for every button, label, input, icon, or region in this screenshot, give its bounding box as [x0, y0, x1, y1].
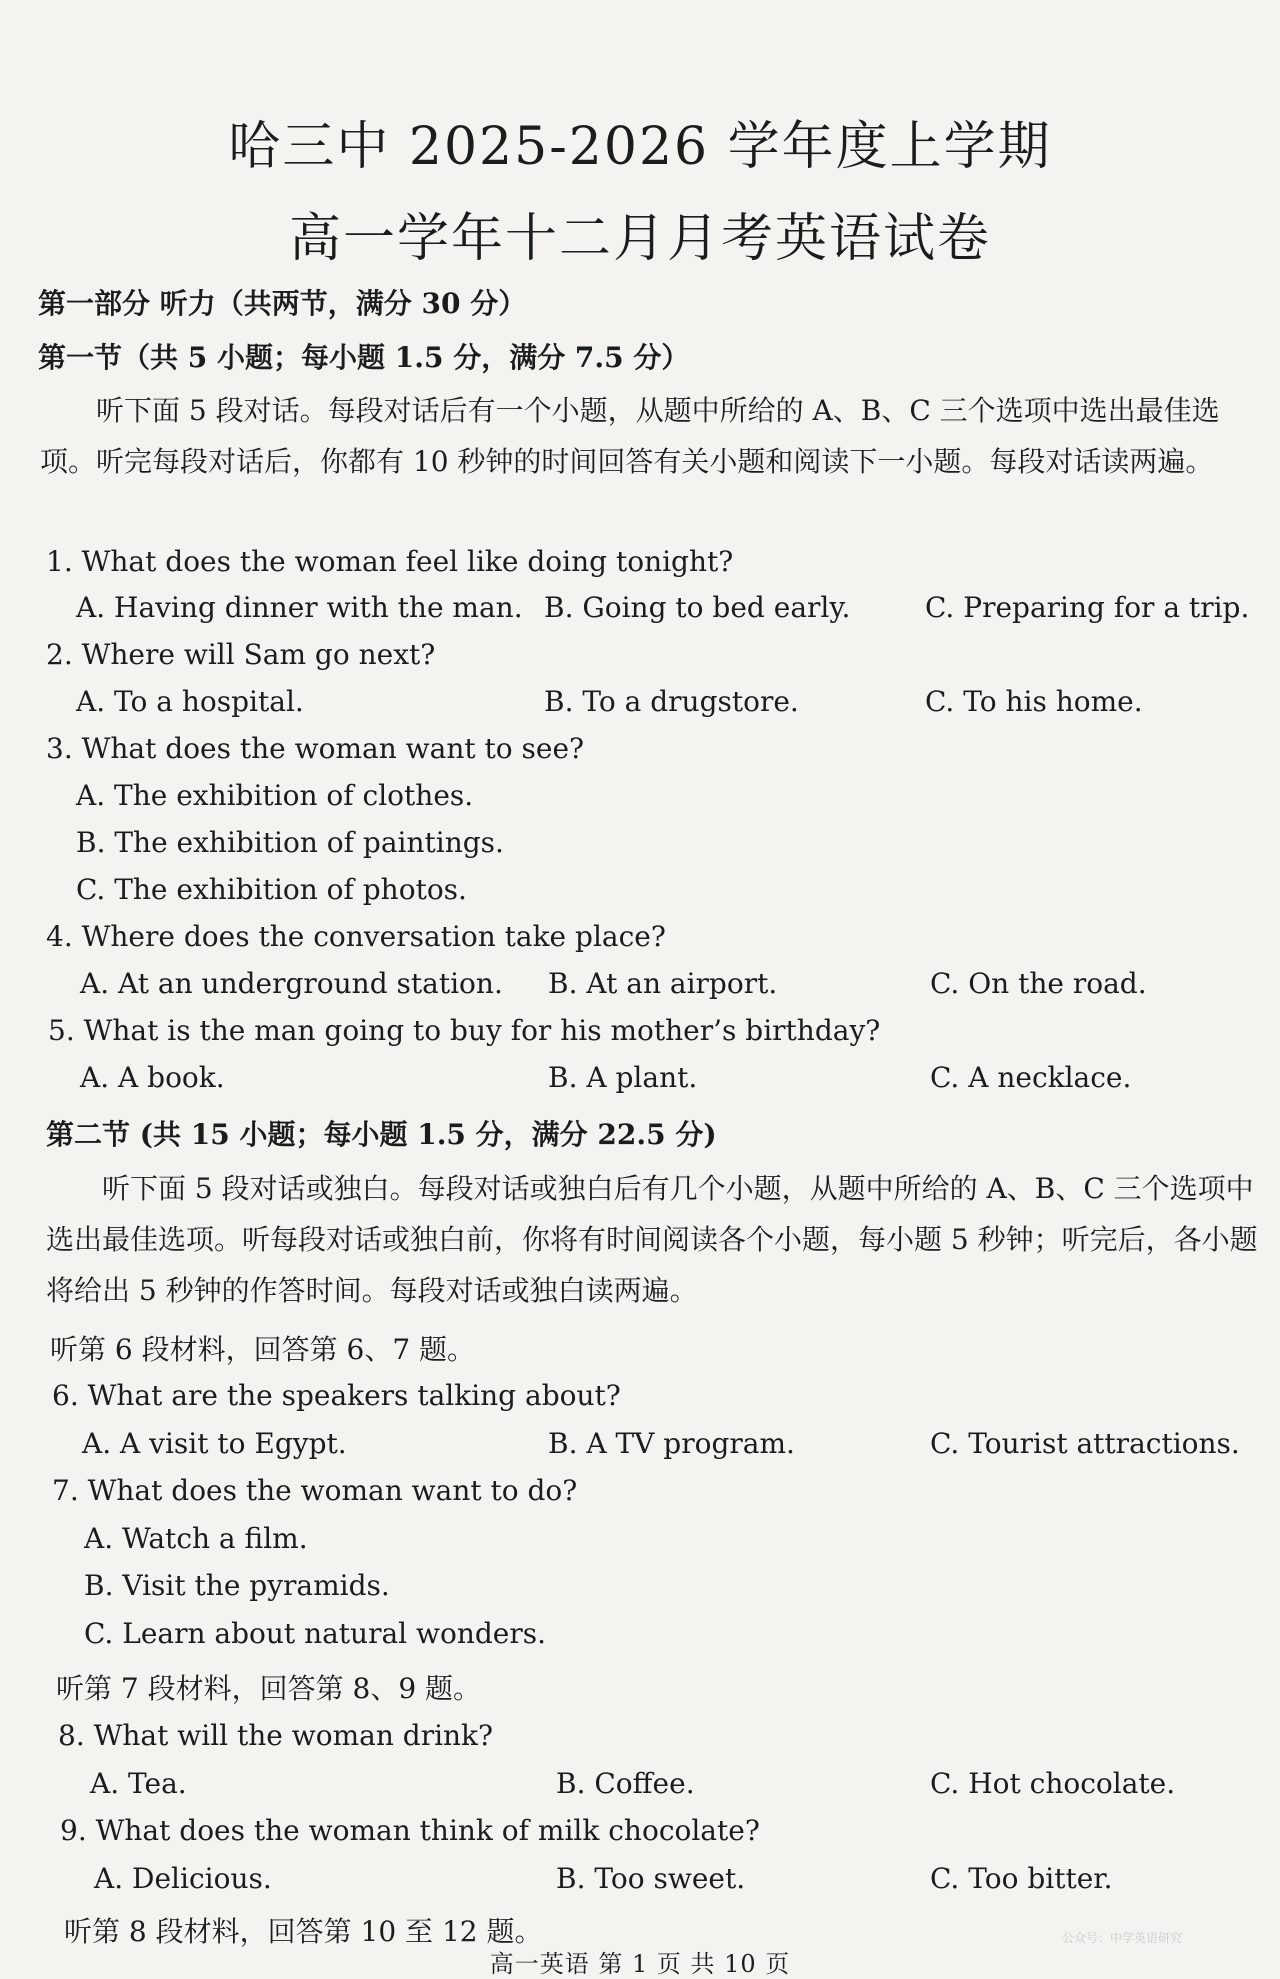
question-2-option-a: A. To a hospital. — [76, 685, 304, 718]
question-9: 9. What does the woman think of milk chocolate? — [60, 1814, 760, 1847]
question-2-option-b: B. To a drugstore. — [544, 685, 799, 718]
question-5-option-b: B. A plant. — [548, 1061, 698, 1094]
question-1: 1. What does the woman feel like doing tonight? — [46, 545, 734, 578]
section2-heading: 第二节 (共 15 小题；每小题 1.5 分，满分 22.5 分) — [46, 1118, 717, 1151]
section2-instructions: 听下面 5 段对话或独白。每段对话或独白后有几个小题，从题中所给的 A、B、C 三个选项中选出最佳选项。听每段对话或独白前，你将有时间阅读各个小题，每小题 5 秒钟；听完后，各小题将给出 5 秒钟的作答时间。每段对话或独白读两遍。 — [46, 1172, 1258, 1307]
material-7-instruction: 听第 7 段材料，回答第 8、9 题。 — [56, 1672, 482, 1705]
question-9-option-a: A. Delicious. — [94, 1862, 272, 1895]
question-6-option-c: C. Tourist attractions. — [930, 1427, 1240, 1460]
question-5: 5. What is the man going to buy for his mother’s birthday? — [48, 1014, 881, 1047]
question-6: 6. What are the speakers talking about? — [52, 1379, 621, 1412]
question-1-option-a: A. Having dinner with the man. — [76, 591, 523, 624]
question-6-option-a: A. A visit to Egypt. — [82, 1427, 347, 1460]
section1-instructions: 听下面 5 段对话。每段对话后有一个小题，从题中所给的 A、B、C 三个选项中选出最佳选项。听完每段对话后，你都有 10 秒钟的时间回答有关小题和阅读下一小题。每段对话读两遍。 — [40, 394, 1220, 478]
question-1-option-c: C. Preparing for a trip. — [925, 591, 1250, 624]
material-6-instruction: 听第 6 段材料，回答第 6、7 题。 — [50, 1333, 476, 1366]
question-3: 3. What does the woman want to see? — [46, 732, 585, 765]
section1-heading: 第一节（共 5 小题；每小题 1.5 分，满分 7.5 分） — [38, 341, 690, 374]
question-3-option-a: A. The exhibition of clothes. — [76, 779, 474, 812]
question-7-option-a: A. Watch a film. — [84, 1522, 308, 1555]
question-4: 4. Where does the conversation take place? — [46, 920, 666, 953]
question-7: 7. What does the woman want to do? — [52, 1474, 578, 1507]
question-7-option-b: B. Visit the pyramids. — [84, 1569, 390, 1602]
question-8: 8. What will the woman drink? — [58, 1719, 494, 1752]
question-6-option-b: B. A TV program. — [548, 1427, 795, 1460]
exam-title-line1: 哈三中 2025-2026 学年度上学期 — [228, 117, 1052, 177]
question-4-option-b: B. At an airport. — [548, 967, 778, 1000]
question-9-option-c: C. Too bitter. — [930, 1862, 1113, 1895]
question-8-option-c: C. Hot chocolate. — [930, 1767, 1176, 1800]
question-3-option-c: C. The exhibition of photos. — [76, 873, 467, 906]
part1-heading: 第一部分 听力（共两节，满分 30 分） — [38, 287, 527, 320]
material-8-instruction: 听第 8 段材料，回答第 10 至 12 题。 — [64, 1915, 543, 1948]
question-8-option-b: B. Coffee. — [556, 1767, 695, 1800]
question-2-option-c: C. To his home. — [925, 685, 1143, 718]
question-3-option-b: B. The exhibition of paintings. — [76, 826, 504, 859]
question-5-option-a: A. A book. — [80, 1061, 225, 1094]
question-2: 2. Where will Sam go next? — [46, 638, 436, 671]
question-7-option-c: C. Learn about natural wonders. — [84, 1617, 547, 1650]
page-footer: 高一英语 第 1 页 共 10 页 — [489, 1950, 791, 1978]
watermark: 公众号：中学英语研究 — [1062, 1931, 1183, 1945]
question-9-option-b: B. Too sweet. — [556, 1862, 746, 1895]
question-8-option-a: A. Tea. — [90, 1767, 187, 1800]
question-1-option-b: B. Going to bed early. — [544, 591, 851, 624]
question-5-option-c: C. A necklace. — [930, 1061, 1132, 1094]
exam-title-line2: 高一学年十二月月考英语试卷 — [288, 209, 991, 269]
question-4-option-a: A. At an underground station. — [80, 967, 503, 1000]
question-4-option-c: C. On the road. — [930, 967, 1147, 1000]
